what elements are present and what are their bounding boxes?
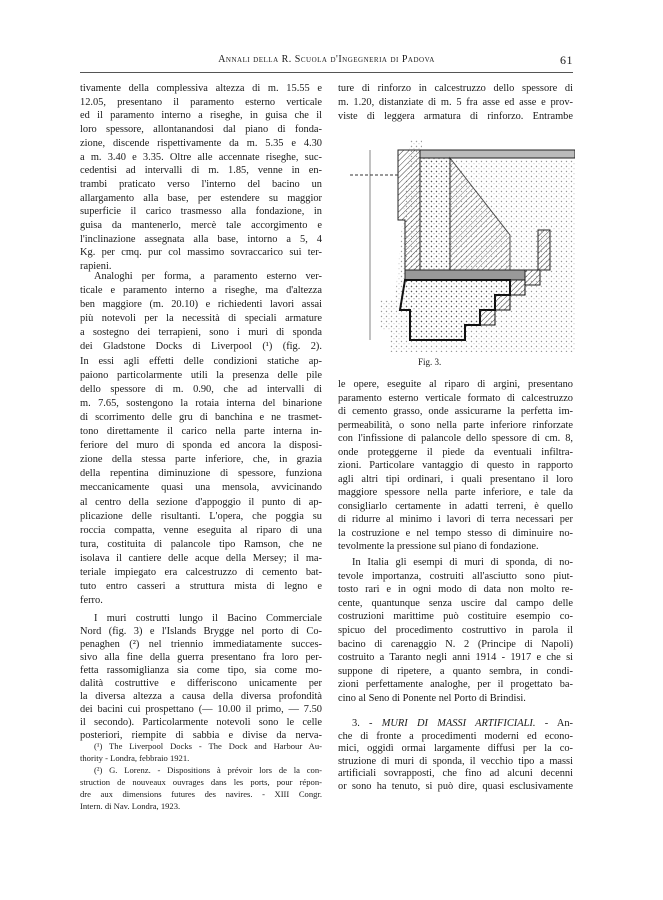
- text-line: Nord (fig. 3) e l'Islands Brygge nel porto di Co-: [80, 626, 322, 637]
- page-number: 61: [560, 53, 573, 67]
- text-line: fetta rassomiglianza sia come tipo, sia come mo-: [80, 665, 322, 676]
- text-line: ben maggiore (m. 20.10) e richiedenti lavori assai: [80, 299, 322, 311]
- header-rule: [80, 72, 573, 73]
- section-3-text: [338, 731, 573, 794]
- text-line: dei bacini cui prospettano (— 10.00 il primo, — 7.50: [80, 704, 322, 715]
- text-line: dei Gladstone Docks di Liverpool (¹) (fig. 2).: [80, 341, 322, 353]
- text-line: meccanicamente quasi una mensola, avvicinando: [80, 482, 322, 494]
- text-line: posteriori, riempite di sabbia e divise da nerva-: [80, 730, 322, 741]
- section-heading: [338, 718, 573, 731]
- text-line: a m. 3.40 e 3.35. Oltre alle accennate riseghe, suc-: [80, 151, 322, 163]
- figure-3-wall-section: [350, 130, 575, 352]
- text-line: il secondo). Particolarmente notevoli sono le celle: [80, 717, 322, 728]
- text-line: suppone di ripetere, a quanto sembra, in condi-: [338, 665, 573, 677]
- text-line: feriore del muro di sponda ed ancora la disposi-: [80, 440, 322, 452]
- right-paragraph-1: [338, 378, 573, 554]
- text-line: Analoghi per forma, a paramento esterno ver-: [94, 271, 322, 282]
- left-paragraph-1: [80, 82, 322, 274]
- text-line: teriale impiegato era calcestruzzo di cemento bat-: [80, 566, 322, 578]
- text-line: tuto entro casseri a struttura mista di legno e: [80, 581, 322, 593]
- text-line: penaghen (²) nel triennio immediatamente succes-: [80, 639, 322, 650]
- text-line: tivamente della complessiva altezza di m. 15.55 e: [80, 83, 322, 94]
- text-line: cente, quantunque senza uscire dal campo delle: [338, 597, 573, 609]
- text-line: agli altri tipi ordinari, i quali presentano il loro: [338, 473, 573, 485]
- text-line: della repentina diminuzione di spessore, funziona: [80, 468, 322, 480]
- text-line: di cemento grasso, onde assicurarne la perfetta im-: [338, 406, 573, 417]
- text-line: trambi praticato verso l'interno del bacino un: [80, 178, 322, 190]
- text-line: struzione di muri di sponda, il vecchio tipo a massi: [338, 755, 573, 767]
- section-3: [338, 718, 573, 794]
- text-line: zione della stessa parte inferiore, che, in grazia: [80, 454, 322, 466]
- text-line: con l'infissione di palancole dello spessore di cm. 8,: [338, 433, 573, 444]
- right-paragraph-top: [338, 82, 573, 124]
- text-line: costruzioni marittime può costituire esempio co-: [338, 611, 573, 623]
- text-line: l'inclinazione assegnata alla base, intorno a 5, 4: [80, 233, 322, 245]
- text-line: paramento esterno verticale formato di calcestruzzo: [338, 392, 573, 404]
- text-line: al centro della sezione d'appoggio il punto di ap-: [80, 496, 322, 508]
- text-line: ferro.: [80, 595, 103, 607]
- text-line: tura, costituita di palancole tipo Ramson, che ne: [80, 538, 322, 550]
- text-line: In essi agli effetti delle condizioni statiche ap-: [80, 355, 322, 367]
- text-line: (²) G. Lorenz. - Dispositions à prévoir lors de la con-: [94, 765, 322, 775]
- text-line: spicuo del procedimento costruttivo in parola il: [338, 624, 573, 636]
- text-line: costruito a Taranto negli anni 1914 - 1917 e che si: [338, 652, 573, 664]
- text-line: thority - Londra, febbraio 1921.: [80, 753, 190, 763]
- text-line: (¹) The Liverpool Docks - The Dock and Harbour Au-: [94, 741, 322, 751]
- text-line: zione, discende rispettivamente da m. 5.35 e 4.30: [80, 137, 322, 149]
- text-line: sivo alla fine della guerra presentano fra loro per-: [80, 652, 322, 663]
- text-line: m. 1.20, distanziate di m. 5 fra asse ed asse e prov-: [338, 97, 573, 108]
- text-line: isolava il cantiere delle acque della Mersey; il ma-: [80, 552, 322, 564]
- text-line: 12.05, presentano il paramento esterno verticale: [80, 96, 322, 108]
- text-line: cino al Seno di Ponente nel Porto di Brindisi.: [338, 692, 526, 704]
- text-line: le opere, eseguite al riparo di argini, presentano: [338, 379, 573, 390]
- text-line: plicazione delle risultanti. L'opera, che poggia su: [80, 510, 322, 522]
- journal-title: Annali della R. Scuola d'Ingegneria di Padova: [218, 54, 435, 65]
- text-line: zioni. Particolare vantaggio di questo in rapporto: [338, 460, 573, 471]
- text-line: tono direttamente il carico nella parte interna in-: [80, 426, 322, 438]
- text-line: Intern. di Nav. Londra, 1923.: [80, 801, 181, 811]
- left-paragraph-2: [80, 270, 322, 608]
- text-line: tevolmente la pressione sul piano di fondazione.: [338, 541, 539, 552]
- text-line: loro spessore, allontanandosi dal piano di fonda-: [80, 124, 322, 136]
- text-line: onde proteggerne il piede da eventuali infiltra-: [338, 446, 573, 458]
- text-line: In Italia gli esempi di muri di sponda, di no-: [352, 557, 573, 568]
- section-title: MURI DI MASSI ARTIFICIALI.: [381, 718, 536, 729]
- text-line: dalità costruttive e differiscono unicamente per: [80, 678, 322, 689]
- right-paragraph-2: [338, 556, 573, 706]
- text-line: la costruzione e nel tempo stesso di diminuire no-: [338, 527, 573, 539]
- text-line: dello spessore di m. 0.90, che ad intervalli di: [80, 383, 322, 395]
- text-line: maggiore spessore nella parte inferiore, e tale da: [338, 487, 573, 498]
- footnotes: [80, 740, 322, 812]
- text-line: mici, oggidì ormai largamente diffusi per la co-: [338, 743, 573, 755]
- text-line: superficie il carico trasmesso alla fondazione, in: [80, 206, 322, 218]
- text-line: guisa da mantenerlo, mercè tale accorgimento e: [80, 220, 322, 232]
- text-line: viste di leggera armatura di rinforzo. Entrambe: [338, 111, 573, 122]
- text-line: artificiali sovrapposti, che fino ad alcuni decenni: [338, 768, 573, 780]
- text-line: più notevoli per la necessità di speciali armature: [80, 313, 322, 325]
- running-header: [80, 54, 573, 70]
- text-line: rapieni.: [80, 261, 112, 273]
- text-line: di ridurre al minimo i lavori di terra necessari per: [338, 514, 573, 525]
- text-line: Kg. per cmq. pur col massimo sovraccarico sui ter-: [80, 247, 322, 259]
- text-line: consigliarlo certamente in adatti terreni, è quello: [338, 500, 573, 512]
- text-line: ticale e paramento interno a riseghe, ma d'altezza: [80, 285, 322, 297]
- left-paragraph-3: [80, 612, 322, 742]
- text-line: ed il paramento interno a riseghe, in guisa che il: [80, 110, 322, 122]
- text-line: struction de nouveaux ouvrages dans les ports, pour répon-: [80, 777, 322, 787]
- text-line: tevole importanza, costruiti all'asciutto sono piut-: [338, 570, 573, 582]
- text-line: zioni perfettamente analoghe, per il progettato ba-: [338, 679, 573, 691]
- text-line: roccia compatta, venne eseguita al riparo di una: [80, 524, 322, 536]
- section-heading-tail: - An-: [544, 718, 573, 729]
- text-line: dre aux dimensions futures des navires. - XIII Congr.: [80, 789, 322, 799]
- text-line: or sono ha tenuto, si può dire, quasi esclusivamente: [338, 780, 573, 792]
- text-line: che di fronte a procedimenti moderni ed econo-: [338, 730, 573, 742]
- text-line: a sostegno dei terrapieni, sono i muri di sponda: [80, 327, 322, 339]
- text-line: bacino di carenaggio N. 2 (Principe di Napoli): [338, 638, 573, 650]
- text-line: tosto rari e in ogni modo di data non molto re-: [338, 584, 573, 596]
- text-line: di scorrimento delle gru di banchina e ne trasmet-: [80, 411, 322, 423]
- text-line: la diversa altezza a causa della diversa profondità: [80, 691, 322, 702]
- figure-caption: Fig. 3.: [418, 357, 442, 367]
- text-line: m. 7.65, sostengono la rotaia interna del binarione: [80, 397, 322, 409]
- text-line: ture di rinforzo in calcestruzzo dello spessore di: [338, 83, 573, 94]
- text-line: permeabilità, o sono nella parte inferiore rinforzate: [338, 419, 573, 431]
- text-line: paiono particolarmente utili la presenza delle pile: [80, 369, 322, 381]
- text-line: cedentisi ad intervalli di m. 1.85, venne in en-: [80, 165, 322, 177]
- text-line: allargamento alla base, per estendere su maggior: [80, 192, 322, 204]
- section-number: 3. -: [352, 718, 373, 729]
- text-line: I muri costrutti lungo il Bacino Commerciale: [94, 613, 322, 624]
